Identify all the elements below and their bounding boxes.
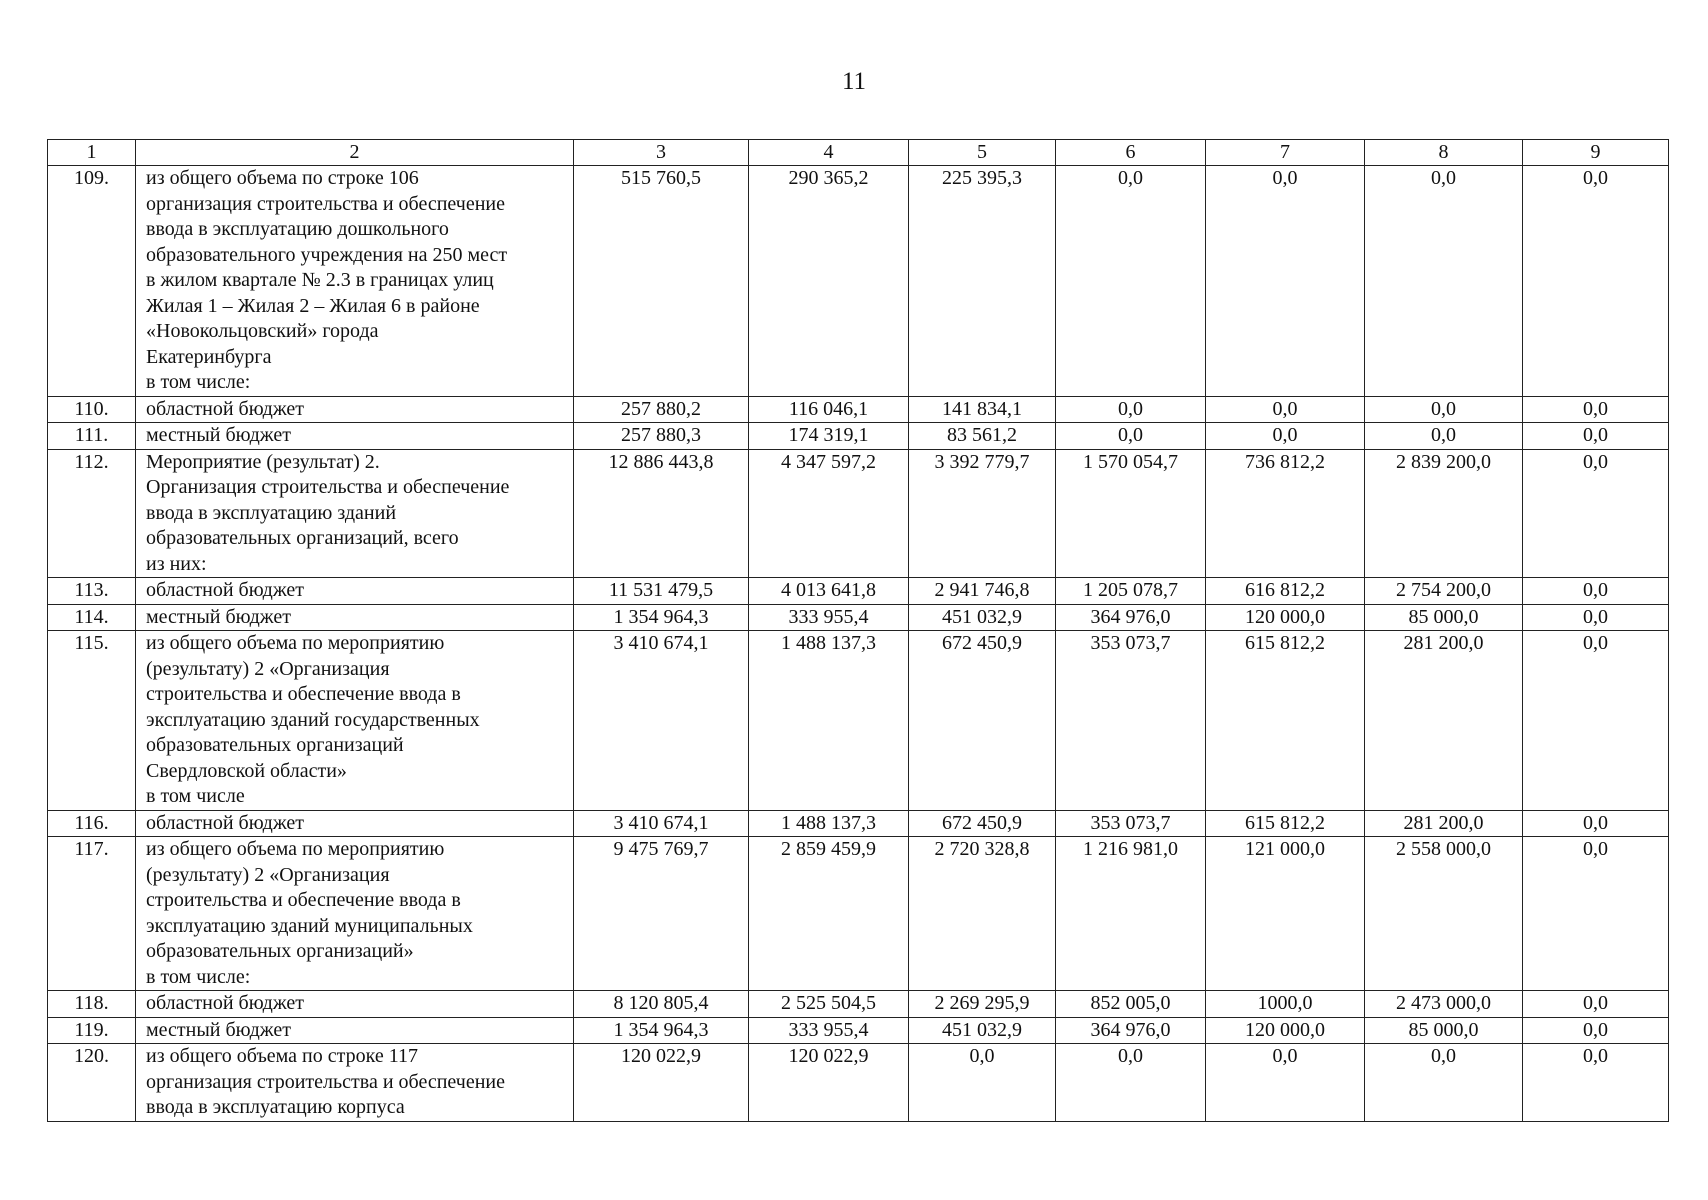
- budget-table: [47, 139, 1669, 1122]
- row-number: 113.: [48, 578, 136, 605]
- description-line: в том числе:: [146, 371, 251, 393]
- row-number: 114.: [48, 604, 136, 631]
- value-cell-col-7: 1000,0: [1206, 991, 1365, 1018]
- table-row: [48, 991, 1669, 1018]
- value-cell-col-8: 85 000,0: [1365, 1017, 1523, 1044]
- description-line: образовательных организаций: [146, 734, 404, 756]
- value-cell-col-9: 0,0: [1523, 423, 1669, 450]
- value-cell-col-9: 0,0: [1523, 604, 1669, 631]
- description-line: ввода в эксплуатацию зданий: [146, 501, 397, 524]
- value-cell-col-4: 4 347 597,2: [749, 449, 909, 578]
- description-line: эксплуатацию зданий государственных: [146, 708, 480, 731]
- value-cell-col-5: 451 032,9: [909, 604, 1056, 631]
- row-description: [136, 396, 574, 423]
- value-cell-col-3: 3 410 674,1: [574, 631, 749, 811]
- description-line: Жилая 1 – Жилая 2 – Жилая 6 в районе: [146, 294, 480, 317]
- value-cell-col-8: 0,0: [1365, 396, 1523, 423]
- value-cell-col-4: 120 022,9: [749, 1044, 909, 1122]
- table-row: [48, 631, 1669, 811]
- column-header: 6: [1056, 140, 1206, 166]
- description-line: областной бюджет: [146, 992, 305, 1014]
- value-cell-col-8: 2 839 200,0: [1365, 449, 1523, 578]
- value-cell-col-9: 0,0: [1523, 1044, 1669, 1122]
- value-cell-col-3: 11 531 479,5: [574, 578, 749, 605]
- value-cell-col-9: 0,0: [1523, 991, 1669, 1018]
- value-cell-col-7: 736 812,2: [1206, 449, 1365, 578]
- value-cell-col-3: 257 880,2: [574, 396, 749, 423]
- value-cell-col-4: 290 365,2: [749, 166, 909, 397]
- row-description: [136, 810, 574, 837]
- value-cell-col-7: 0,0: [1206, 166, 1365, 397]
- table-row: [48, 396, 1669, 423]
- value-cell-col-9: 0,0: [1523, 631, 1669, 811]
- value-cell-col-4: 4 013 641,8: [749, 578, 909, 605]
- value-cell-col-5: 2 720 328,8: [909, 837, 1056, 991]
- description-line: в том числе: [146, 785, 245, 807]
- value-cell-col-7: 120 000,0: [1206, 604, 1365, 631]
- value-cell-col-9: 0,0: [1523, 166, 1669, 397]
- header-row: [48, 140, 1669, 166]
- row-number: 118.: [48, 991, 136, 1018]
- row-description: [136, 1044, 574, 1122]
- description-line: местный бюджет: [146, 424, 291, 446]
- row-number: 115.: [48, 631, 136, 811]
- value-cell-col-3: 1 354 964,3: [574, 604, 749, 631]
- description-line: областной бюджет: [146, 811, 305, 834]
- value-cell-col-6: 364 976,0: [1056, 604, 1206, 631]
- description-line: из общего объема по мероприятию: [146, 838, 445, 860]
- column-header: 3: [574, 140, 749, 166]
- value-cell-col-3: 120 022,9: [574, 1044, 749, 1122]
- value-cell-col-7: 0,0: [1206, 1044, 1365, 1122]
- value-cell-col-4: 333 955,4: [749, 604, 909, 631]
- column-header: 9: [1523, 140, 1669, 166]
- table-row: [48, 578, 1669, 605]
- value-cell-col-5: 672 450,9: [909, 631, 1056, 811]
- value-cell-col-7: 615 812,2: [1206, 810, 1365, 837]
- value-cell-col-5: 2 269 295,9: [909, 991, 1056, 1018]
- description-line: Екатеринбурга: [146, 345, 272, 368]
- value-cell-col-7: 616 812,2: [1206, 578, 1365, 605]
- row-number: 109.: [48, 166, 136, 397]
- value-cell-col-6: 0,0: [1056, 396, 1206, 423]
- description-line: строительства и обеспечение ввода в: [146, 889, 461, 911]
- row-description: [136, 991, 574, 1018]
- description-line: (результату) 2 «Организация: [146, 863, 390, 886]
- description-line: Свердловской области»: [146, 759, 347, 782]
- value-cell-col-4: 2 859 459,9: [749, 837, 909, 991]
- value-cell-col-9: 0,0: [1523, 810, 1669, 837]
- value-cell-col-4: 333 955,4: [749, 1017, 909, 1044]
- description-line: организация строительства и обеспечение: [146, 192, 505, 215]
- value-cell-col-8: 2 473 000,0: [1365, 991, 1523, 1018]
- value-cell-col-3: 257 880,3: [574, 423, 749, 450]
- value-cell-col-6: 353 073,7: [1056, 631, 1206, 811]
- page-number: 11: [841, 68, 867, 95]
- value-cell-col-6: 1 570 054,7: [1056, 449, 1206, 578]
- row-number: 112.: [48, 449, 136, 578]
- description-line: из них:: [146, 552, 207, 575]
- description-line: «Новокольцовский» города: [146, 320, 379, 342]
- description-line: строительства и обеспечение ввода в: [146, 683, 461, 705]
- table-row: [48, 1044, 1669, 1122]
- row-description: [136, 631, 574, 811]
- value-cell-col-6: 0,0: [1056, 423, 1206, 450]
- value-cell-col-3: 3 410 674,1: [574, 810, 749, 837]
- value-cell-col-5: 672 450,9: [909, 810, 1056, 837]
- value-cell-col-3: 12 886 443,8: [574, 449, 749, 578]
- value-cell-col-4: 116 046,1: [749, 396, 909, 423]
- description-line: из общего объема по строке 117: [146, 1045, 418, 1067]
- row-description: [136, 578, 574, 605]
- value-cell-col-7: 0,0: [1206, 396, 1365, 423]
- column-header: 1: [48, 140, 136, 166]
- value-cell-col-5: 225 395,3: [909, 166, 1056, 397]
- row-number: 119.: [48, 1017, 136, 1044]
- column-header: 8: [1365, 140, 1523, 166]
- value-cell-col-7: 0,0: [1206, 423, 1365, 450]
- row-number: 120.: [48, 1044, 136, 1122]
- description-line: местный бюджет: [146, 1018, 291, 1041]
- value-cell-col-3: 515 760,5: [574, 166, 749, 397]
- table-row: [48, 837, 1669, 991]
- description-line: местный бюджет: [146, 605, 291, 628]
- value-cell-col-7: 121 000,0: [1206, 837, 1365, 991]
- value-cell-col-6: 353 073,7: [1056, 810, 1206, 837]
- value-cell-col-9: 0,0: [1523, 449, 1669, 578]
- description-line: ввода в эксплуатацию дошкольного: [146, 218, 449, 240]
- value-cell-col-5: 141 834,1: [909, 396, 1056, 423]
- table-row: [48, 810, 1669, 837]
- table-row: [48, 166, 1669, 397]
- row-description: [136, 604, 574, 631]
- value-cell-col-9: 0,0: [1523, 1017, 1669, 1044]
- row-description: [136, 837, 574, 991]
- value-cell-col-7: 615 812,2: [1206, 631, 1365, 811]
- value-cell-col-9: 0,0: [1523, 578, 1669, 605]
- value-cell-col-8: 85 000,0: [1365, 604, 1523, 631]
- row-description: [136, 449, 574, 578]
- value-cell-col-8: 0,0: [1365, 166, 1523, 397]
- description-line: ввода в эксплуатацию корпуса: [146, 1096, 405, 1118]
- value-cell-col-3: 8 120 805,4: [574, 991, 749, 1018]
- column-header: 5: [909, 140, 1056, 166]
- value-cell-col-5: 0,0: [909, 1044, 1056, 1122]
- value-cell-col-6: 1 216 981,0: [1056, 837, 1206, 991]
- description-line: областной бюджет: [146, 397, 305, 420]
- table-row: [48, 449, 1669, 578]
- column-header: 2: [136, 140, 574, 166]
- value-cell-col-9: 0,0: [1523, 837, 1669, 991]
- column-header: 4: [749, 140, 909, 166]
- value-cell-col-4: 1 488 137,3: [749, 631, 909, 811]
- value-cell-col-8: 0,0: [1365, 423, 1523, 450]
- value-cell-col-9: 0,0: [1523, 396, 1669, 423]
- description-line: в том числе:: [146, 965, 251, 988]
- value-cell-col-3: 9 475 769,7: [574, 837, 749, 991]
- description-line: образовательных организаций, всего: [146, 527, 459, 549]
- description-line: Мероприятие (результат) 2.: [146, 450, 380, 473]
- description-line: в жилом квартале № 2.3 в границах улиц: [146, 269, 494, 291]
- table-row: [48, 423, 1669, 450]
- description-line: из общего объема по мероприятию: [146, 632, 445, 654]
- row-number: 117.: [48, 837, 136, 991]
- table-body: [48, 166, 1669, 1122]
- value-cell-col-6: 1 205 078,7: [1056, 578, 1206, 605]
- value-cell-col-6: 0,0: [1056, 166, 1206, 397]
- row-description: [136, 166, 574, 397]
- value-cell-col-5: 2 941 746,8: [909, 578, 1056, 605]
- description-line: эксплуатацию зданий муниципальных: [146, 914, 473, 937]
- description-line: Организация строительства и обеспечение: [146, 476, 510, 498]
- table-row: [48, 604, 1669, 631]
- value-cell-col-7: 120 000,0: [1206, 1017, 1365, 1044]
- row-number: 116.: [48, 810, 136, 837]
- row-description: [136, 423, 574, 450]
- value-cell-col-5: 83 561,2: [909, 423, 1056, 450]
- value-cell-col-6: 364 976,0: [1056, 1017, 1206, 1044]
- value-cell-col-5: 3 392 779,7: [909, 449, 1056, 578]
- value-cell-col-4: 1 488 137,3: [749, 810, 909, 837]
- value-cell-col-4: 2 525 504,5: [749, 991, 909, 1018]
- table-row: [48, 1017, 1669, 1044]
- value-cell-col-8: 281 200,0: [1365, 810, 1523, 837]
- value-cell-col-8: 2 558 000,0: [1365, 837, 1523, 991]
- description-line: областной бюджет: [146, 579, 305, 601]
- value-cell-col-8: 0,0: [1365, 1044, 1523, 1122]
- description-line: образовательных организаций»: [146, 940, 414, 962]
- description-line: организация строительства и обеспечение: [146, 1070, 505, 1093]
- value-cell-col-4: 174 319,1: [749, 423, 909, 450]
- description-line: образовательного учреждения на 250 мест: [146, 243, 508, 266]
- value-cell-col-5: 451 032,9: [909, 1017, 1056, 1044]
- description-line: (результату) 2 «Организация: [146, 657, 390, 680]
- description-line: из общего объема по строке 106: [146, 167, 419, 189]
- value-cell-col-3: 1 354 964,3: [574, 1017, 749, 1044]
- value-cell-col-6: 0,0: [1056, 1044, 1206, 1122]
- row-description: [136, 1017, 574, 1044]
- row-number: 110.: [48, 396, 136, 423]
- value-cell-col-8: 2 754 200,0: [1365, 578, 1523, 605]
- value-cell-col-6: 852 005,0: [1056, 991, 1206, 1018]
- value-cell-col-8: 281 200,0: [1365, 631, 1523, 811]
- column-header: 7: [1206, 140, 1365, 166]
- row-number: 111.: [48, 423, 136, 450]
